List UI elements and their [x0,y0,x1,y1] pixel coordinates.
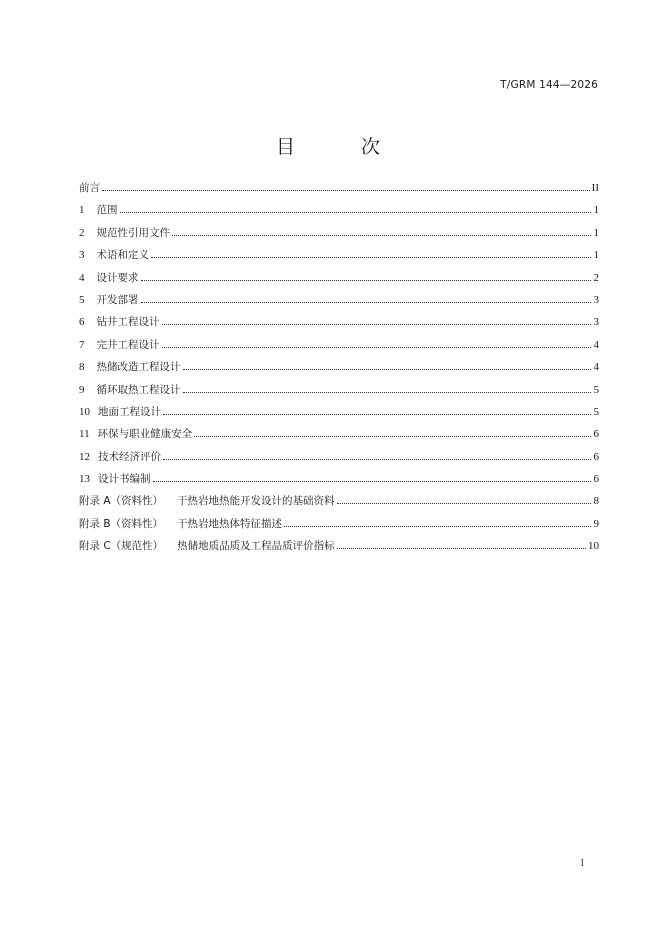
dot-leader [120,211,592,213]
page-number: I [580,858,584,869]
dot-leader [141,301,592,303]
toc-entry[interactable] [79,471,599,493]
dot-leader [163,458,591,460]
toc-entry-page: 1 [593,204,599,217]
toc-entry-page: II [591,182,599,194]
dot-leader [172,234,591,236]
appendix-tag: 附录 B（资料性） [79,517,164,530]
appendix-tag: 附录 A（资料性） [79,495,164,508]
toc-entry-label: 规范性引用文件 [96,226,170,239]
toc-entry-page: 10 [588,540,599,553]
toc-entry[interactable] [79,426,599,448]
toc-entry-number: 1 [79,204,85,217]
toc-entry-label: 热储改造工程设计 [96,361,181,374]
page-title: 目 次 [275,136,411,158]
toc-entry-page: 1 [593,226,599,239]
toc-entry-page: 6 [593,450,599,463]
toc-entry-label: 循环取热工程设计 [96,383,181,396]
toc-entry-label: 环保与职业健康安全 [97,428,193,441]
dot-leader [337,547,586,549]
dot-leader [183,391,592,393]
toc-entry[interactable] [79,449,599,471]
toc-entry-number: 4 [79,271,85,284]
toc-entry-number: 8 [79,361,85,374]
toc-entry-label: 设计书编制 [98,473,151,486]
toc-appendix-entry[interactable] [79,538,599,560]
toc-entry[interactable] [79,270,599,292]
toc-entry-number: 10 [79,405,90,418]
toc-entry-number: 7 [79,338,85,351]
toc-entry-label: 完井工程设计 [96,338,160,351]
toc-entry-page: 4 [593,361,599,374]
standard-code: T/GRM 144—2026 [500,79,598,91]
toc-entry-page: 1 [593,249,599,262]
toc-entry-number: 3 [79,249,85,262]
toc-entry-page: 2 [593,271,599,284]
toc-entry[interactable] [79,225,599,247]
dot-leader [337,502,591,504]
toc-entry-foreword[interactable] [79,180,599,202]
toc-entry-number: 11 [79,428,90,441]
toc-entry[interactable] [79,404,599,426]
dot-leader [162,323,592,325]
table-of-contents [79,180,599,561]
toc-entry-number: 12 [79,450,90,463]
toc-entry-page: 3 [593,316,599,329]
toc-entry-number: 2 [79,226,85,239]
toc-entry-label: 钻井工程设计 [96,316,160,329]
toc-entry[interactable] [79,247,599,269]
toc-entry-number: 5 [79,293,85,306]
dot-leader [141,279,592,281]
toc-entry-label: 地面工程设计 [98,405,161,418]
dot-leader [102,189,590,191]
appendix-tag: 附录 C（规范性） [79,540,164,553]
toc-entry[interactable] [79,202,599,224]
toc-entry-page: 6 [593,473,599,486]
toc-entry-page: 8 [593,495,599,508]
toc-entry-number: 9 [79,383,85,396]
dot-leader [151,256,591,258]
toc-entry-page: 5 [593,383,599,396]
toc-entry-label: 术语和定义 [96,249,149,262]
toc-entry-label: 干热岩地热能开发设计的基础资料 [177,495,335,508]
toc-entry[interactable] [79,314,599,336]
dot-leader [194,435,591,437]
toc-entry-label: 设计要求 [96,271,139,284]
toc-entry-label: 前言 [79,182,100,194]
toc-entry-page: 9 [593,517,599,530]
toc-entry[interactable] [79,337,599,359]
dot-leader [153,480,592,482]
toc-entry[interactable] [79,382,599,404]
toc-entry-page: 3 [593,293,599,306]
toc-appendix-entry[interactable] [79,516,599,538]
toc-entry-page: 6 [593,428,599,441]
toc-entry-label: 技术经济评价 [98,450,161,463]
toc-entry-label: 开发部署 [96,293,139,306]
toc-entry-number: 6 [79,316,85,329]
dot-leader [284,525,591,527]
toc-entry-label: 范围 [96,204,118,217]
toc-entry[interactable] [79,359,599,381]
toc-appendix-entry[interactable] [79,493,599,515]
dot-leader [183,368,592,370]
dot-leader [163,413,591,415]
dot-leader [162,346,592,348]
toc-entry-label: 干热岩地热体特征描述 [177,517,283,530]
toc-entry-page: 4 [593,338,599,351]
toc-entry-page: 5 [593,405,599,418]
toc-entry-number: 13 [79,473,90,486]
toc-entry[interactable] [79,292,599,314]
toc-entry-label: 热储地质品质及工程品质评价指标 [177,540,335,553]
